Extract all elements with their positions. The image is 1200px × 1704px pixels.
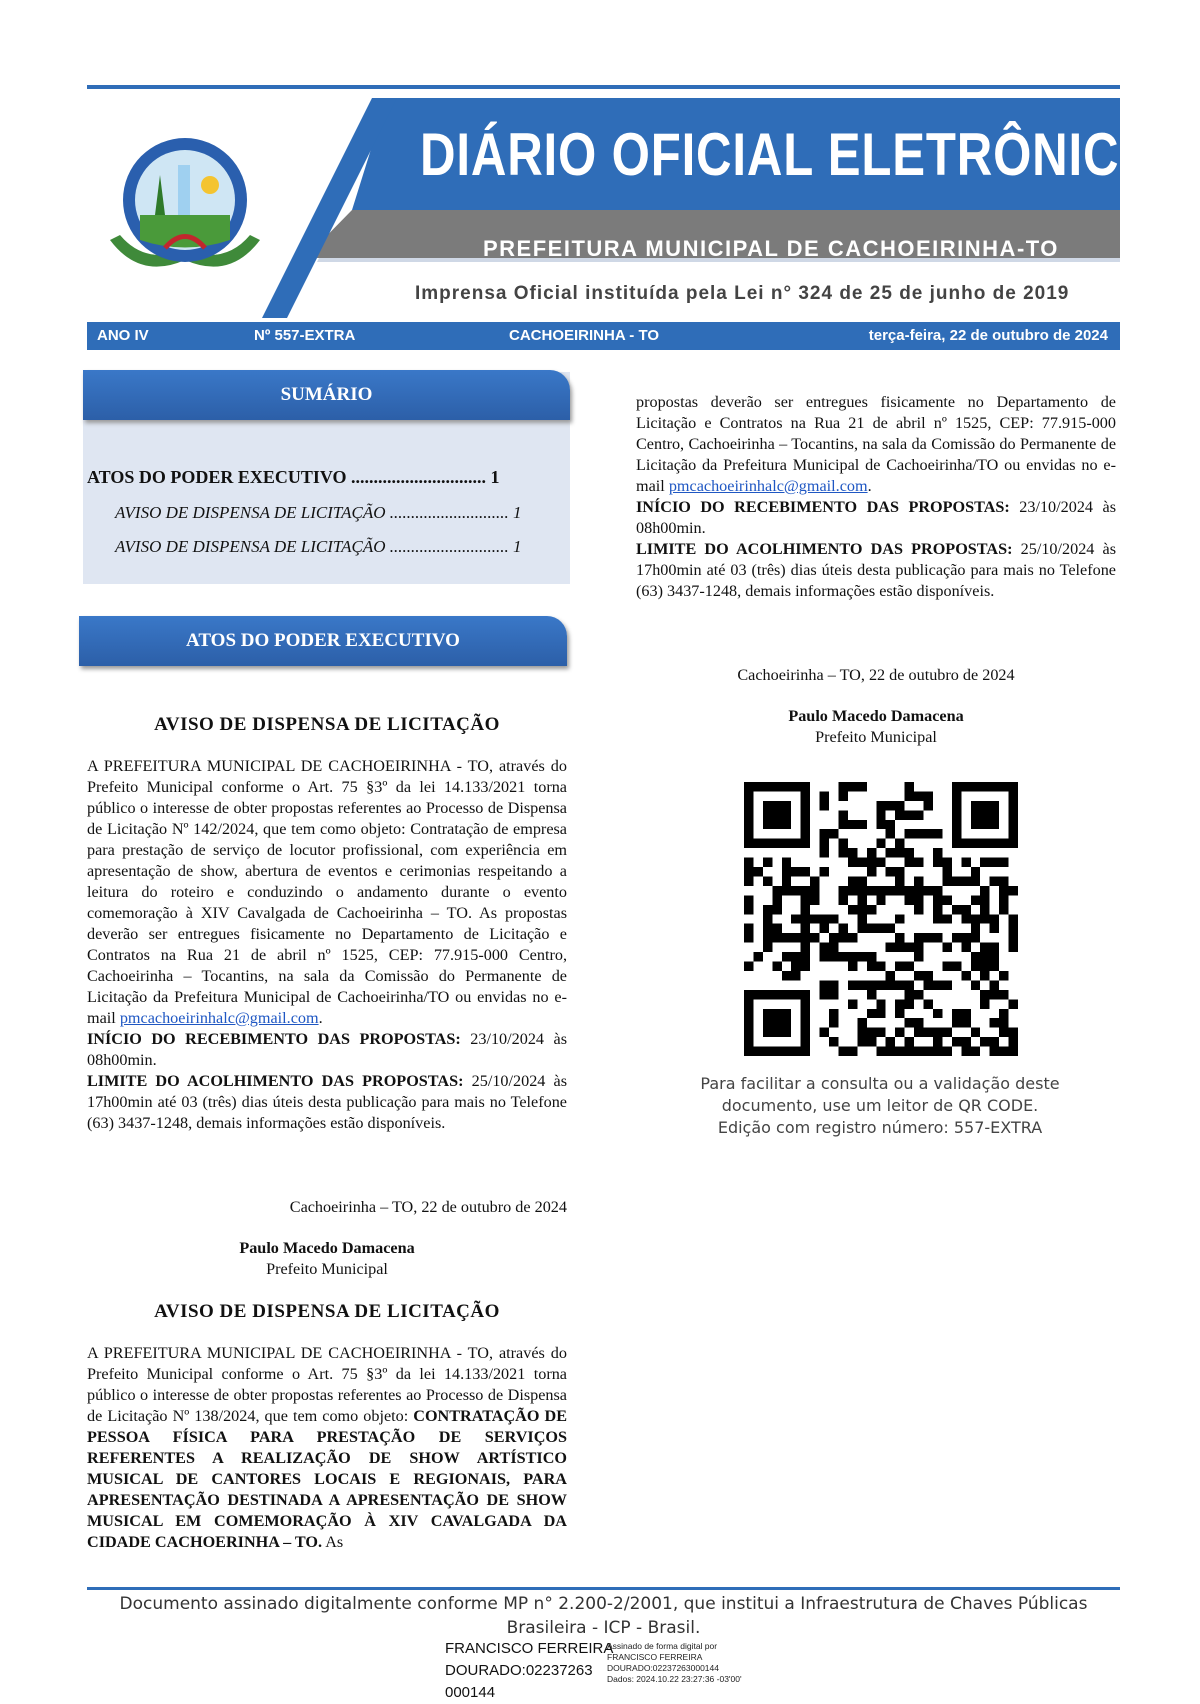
aviso-2-place-date: Cachoeirinha – TO, 22 de outubro de 2024 <box>737 666 1015 684</box>
edition-year: ANO IV <box>97 327 149 344</box>
aviso-2-continuation: propostas deverão ser entregues fisicamente no Departamento de Licitação e Contratos na Rua 21 de abril nº 1525, CEP: 77.915-000 Centro, Cachoeirinha – Tocantins, na sala da Comissão do Permanente de Licitação da Prefeitura Municipal de Cachoeirinha/TO ou envidas no e-mail pmcachoeirinhalc@gmail.com. INÍCIO DO RECEBIMENTO DAS PROPOSTAS: 23/10/2024 às 08h00min. LIMITE DO ACOLHIMENTO DAS PROPOSTAS: 25/10/2024 às 17h00min até 03 (três) dias úteis desta publicação para mais no Telefone (63) 3437-1248, demais informações estão disponíveis. <box>636 393 1117 600</box>
aviso-2-role: Prefeito Municipal <box>815 728 937 746</box>
toc-item-aviso-2[interactable]: AVISO DE DISPENSA DE LICITAÇÃO ............................ 1 <box>115 537 522 556</box>
edition-number: Nº 557-EXTRA <box>254 327 356 344</box>
aviso-1-signer: Paulo Macedo Damacena <box>239 1239 415 1257</box>
toc-item-aviso-1[interactable]: AVISO DE DISPENSA DE LICITAÇÃO ............................ 1 <box>115 503 522 522</box>
footer-line <box>87 1587 1120 1590</box>
aviso-2-email-link[interactable]: pmcachoeirinhalc@gmail.com <box>668 477 868 495</box>
section-heading-atos: ATOS DO PODER EXECUTIVO <box>79 616 567 666</box>
aviso-2-body: A PREFEITURA MUNICIPAL DE CACHOEIRINHA - TO, através do Prefeito Municipal conforme o Art. 75 §3º da lei 14.133/2021 torna público o interesse de obter propostas referentes ao Processo de Dispensa de Licitação Nº 138/2024, que tem como objeto: CONTRATAÇÃO DE PESSOA FÍSICA PARA PRESTAÇÃO DE SERVIÇOS REFERENTES A REALIZAÇÃO DE SHOW ARTÍSTICO MUSICAL DE CANTORES LOCAIS E REGIONAIS, PARA APRESENTAÇÃO DESTINADA A APRESENTAÇÃO DE SHOW MUSICAL EM COMEMORAÇÃO À XIV CAVALGADA DA CIDADE CACHOERINHA – TO. As <box>87 1344 567 1551</box>
aviso-1-role: Prefeito Municipal <box>266 1260 388 1278</box>
edition-date: terça-feira, 22 de outubro de 2024 <box>868 327 1108 344</box>
aviso-2-heading: AVISO DE DISPENSA DE LICITAÇÃO <box>154 1301 500 1322</box>
footer-signature-notice: Documento assinado digitalmente conforme MP n° 2.200-2/2001, que institui a Infraestrutura de Chaves Públicas Brasileira - ICP - Brasil. <box>119 1594 1088 1638</box>
law-reference: Imprensa Oficial instituída pela Lei n° 324 de 25 de junho de 2019 <box>415 283 1070 304</box>
aviso-1-heading: AVISO DE DISPENSA DE LICITAÇÃO <box>154 714 500 735</box>
newspaper-subtitle: PREFEITURA MUNICIPAL DE CACHOEIRINHA-TO <box>483 236 1059 261</box>
header-top-line <box>87 85 1120 89</box>
qr-code-icon[interactable] <box>744 782 1018 1056</box>
sumario-heading: SUMÁRIO <box>83 370 570 420</box>
aviso-2-signer: Paulo Macedo Damacena <box>788 707 964 725</box>
qr-note-line-3: Edição com registro número: 557-EXTRA <box>717 1118 1043 1137</box>
aviso-1-place-date: Cachoeirinha – TO, 22 de outubro de 2024 <box>289 1198 567 1216</box>
municipal-seal-icon <box>100 130 270 280</box>
toc-item-atos[interactable]: ATOS DO PODER EXECUTIVO .............................. 1 <box>87 467 500 487</box>
aviso-1-email-link[interactable]: pmcachoeirinhalc@gmail.com <box>119 1009 319 1027</box>
edition-city: CACHOEIRINHA - TO <box>509 327 659 344</box>
digital-signer-name: FRANCISCO FERREIRA DOURADO:02237263 000144 <box>445 1640 614 1701</box>
newspaper-title: DIÁRIO OFICIAL ELETRÔNICO <box>420 121 1159 188</box>
qr-note <box>660 1073 1100 1139</box>
qr-note-line-2: documento, use um leitor de QR CODE. <box>721 1096 1039 1115</box>
edition-info-bar <box>87 322 1120 350</box>
digital-signature-info: Assinado de forma digital por FRANCISCO FERREIRA DOURADO:02237263000144 Dados: 2024.10.22 23:27:36 -03'00' <box>607 1641 742 1684</box>
qr-note-line-1: Para facilitar a consulta ou a validação deste <box>700 1074 1060 1093</box>
aviso-1-body: A PREFEITURA MUNICIPAL DE CACHOEIRINHA - TO, através do Prefeito Municipal conforme o Art. 75 §3º da lei 14.133/2021 torna público o interesse de obter propostas referentes ao Processo de Dispensa de Licitação Nº 142/2024, que tem como objeto: Contratação de empresa para prestação de serviço de locutor profissional, com experiência em apresentação de show, abertura de eventos e cerimonias respeitando a leitura do roteiro e conduzindo o andamento durante o evento comemoração à XIV Cavalgada de Cachoeirinha – TO. As propostas deverão ser entregues fisicamente no Departamento de Licitação e Contratos na Rua 21 de abril nº 1525, CEP: 77.915-000 Centro, Cachoeirinha – Tocantins, na sala da Comissão do Permanente de Licitação da Prefeitura Municipal de Cachoeirinha/TO ou envidas no e-mail pmcachoeirinhalc@gmail.com. INÍCIO DO RECEBIMENTO DAS PROPOSTAS: 23/10/2024 às 08h00min. LIMITE DO ACOLHIMENTO DAS PROPOSTAS: 25/10/2024 às 17h00min até 03 (três) dias úteis desta publicação para mais no Telefone (63) 3437-1248, demais informações estão disponíveis. <box>87 757 568 1132</box>
